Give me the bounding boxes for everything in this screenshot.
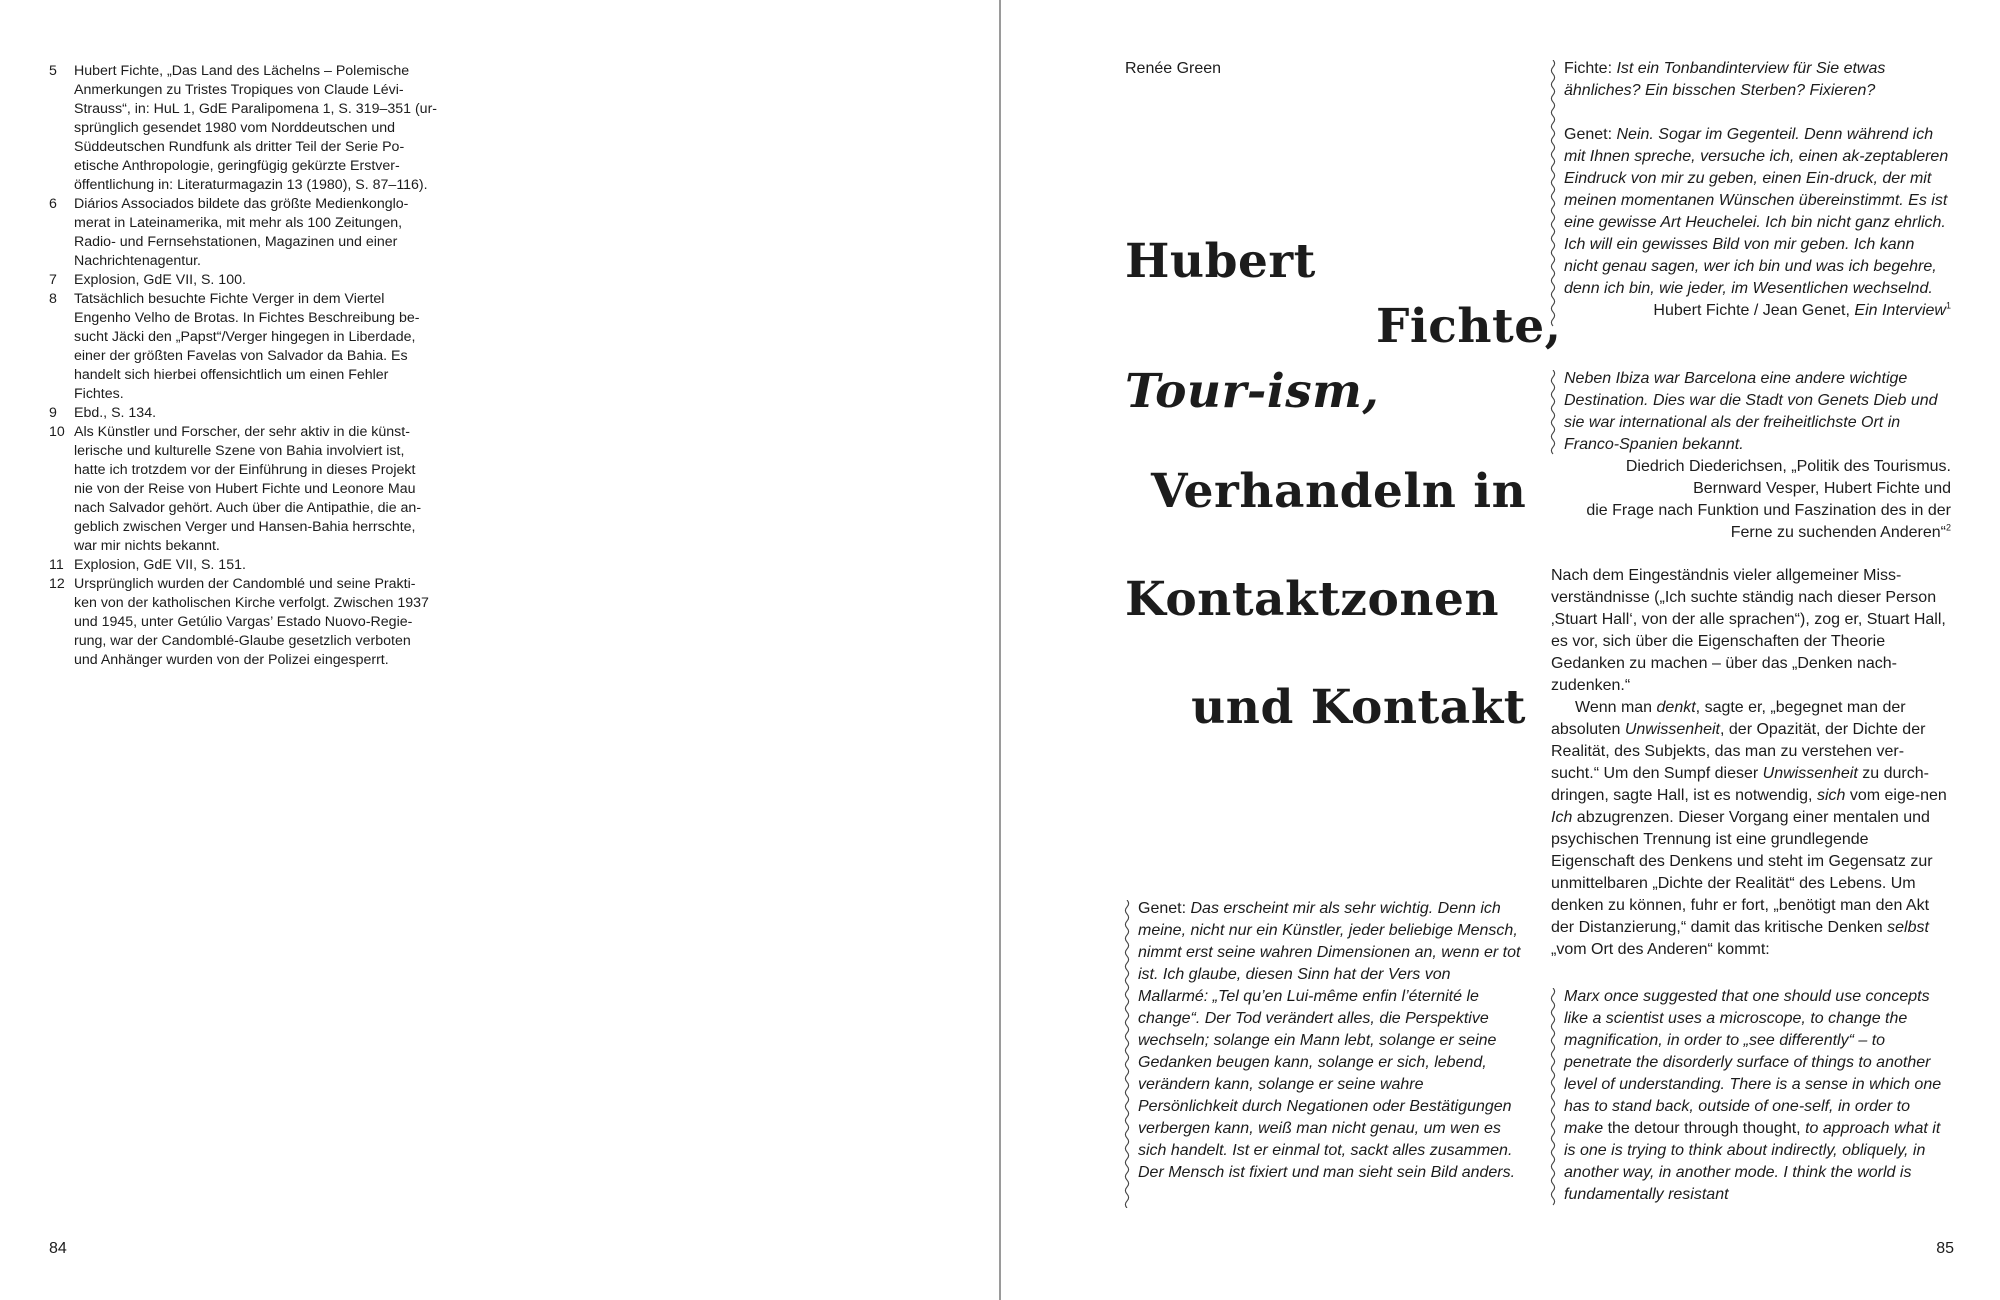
quote-text-fichte: Ist ein Tonbandinterview für Sie etwas ähnliches? Ein bisschen Sterben? Fixieren? [1564,60,1886,99]
title-line-4: Verhandeln in [1151,464,1527,519]
text-run-italic: selbst [1887,919,1929,936]
attribution-line: Diedrich Diederichsen, „Politik des Tourismus. [1625,458,1951,475]
attribution-authors: Hubert Fichte / Jean Genet, [1653,302,1855,319]
footnote-line: Tatsächlich besuchte Fichte Verger in dem Viertel [74,291,385,307]
footnote-line: nach Salvador gehört. Auch über die Antipathie, die an- [74,500,422,516]
footnote-line: ken von der katholischen Kirche verfolgt. Zwischen 1937 [74,595,429,611]
footnote-number: 11 [49,557,64,573]
footnote-line: Explosion, GdE VII, S. 151. [74,557,246,573]
footnotes [49,62,455,670]
footnote-line: merat in Lateinamerika, mit mehr als 100 Zeitungen, [74,215,403,231]
footnote-line: Engenho Velho de Brotas. In Fichtes Beschreibung be- [74,310,420,326]
attribution-title: Ein Interview [1854,302,1946,319]
footnote-number: 8 [49,291,57,307]
text-run: zu durch-dringen, sagte Hall, ist es notwendig, [1551,765,1929,804]
footnote-number: 6 [49,196,57,212]
footnote-10 [49,423,455,556]
right-page [1001,0,2000,1300]
text-run: the detour through thought, [1607,1120,1801,1137]
text-run: Wenn man [1575,699,1657,716]
footnote-line: öffentlichung in: Literaturmagazin 13 (1980), S. 87–116). [74,177,428,193]
footnote-line: Anmerkungen zu Tristes Tropiques von Claude Lévi- [74,82,404,98]
block-quote-genet [1125,898,1525,1184]
footnote-9 [49,404,455,423]
quote-rule-squiggle [1549,988,1557,1208]
quote-rule-squiggle [1123,900,1131,1208]
left-page [0,0,999,1300]
footnote-line: geblich zwischen Verger und Hansen-Bahia herrschte, [74,519,416,535]
footnote-line: sprünglich gesendet 1980 vom Norddeutschen und [74,120,396,136]
epigraph-diederichsen [1551,368,1951,544]
quote-rule-squiggle [1549,370,1557,458]
quote-block-2 [1551,368,1951,544]
footnote-marker-1: 1 [1945,300,1951,311]
footnote-line: etische Anthropologie, geringfügig gekürzte Erstver- [74,158,400,174]
quote-text-genet-2: Das erscheint mir als sehr wichtig. Denn ich meine, nicht nur ein Künstler, jeder beliebige Mensch, nimmt erst seine wahren Dimensionen an, wenn er tot ist. Ich glaube, diesen Sinn hat der Vers von Mallarmé: „Tel qu’en Lui-même enfin l’éternité le change“. Der Tod verändert alles, die Perspektive wechseln; solange ein Mann lebt, solange er seine Gedanken beugen kann, solange er sich, lebend, verändern kann, solange er seine wahre Persönlichkeit durch Negationen oder Bestätigungen verbergen kann, weiß man nicht genau, um wen es sich handelt. Ist er einmal tot, sackt alles zusammen. Der Mensch ist fixiert und man sieht sein Bild anders. [1138,900,1521,1181]
footnote-line: Süddeutschen Rundfunk als dritter Teil der Serie Po- [74,139,405,155]
footnote-line: Radio- und Fernsehstationen, Magazinen und einer [74,234,398,250]
footnote-line: Strauss“, in: HuL 1, GdE Paralipomena 1, S. 319–351 (ur- [74,101,438,117]
footnote-line: Hubert Fichte, „Das Land des Lächelns – Polemische [74,63,410,79]
author-name: Renée Green [1125,60,1222,77]
attribution-line: Ferne zu suchenden Anderen“ [1730,524,1946,541]
footnote-number: 7 [49,272,57,288]
footnote-5 [49,62,455,195]
title-line-2: Fichte, [1376,299,1562,354]
quote-text-diederichsen: Neben Ibiza war Barcelona eine andere wichtige Destination. Dies war die Stadt von Genets Dieb und sie war international als der freiheitlichste Ort in Franco-Spanien bekannt. [1564,370,1938,453]
footnote-line: war mir nichts bekannt. [74,538,220,554]
text-run-italic: to approach what it is one is trying to think about indirectly, obliquely, in another way, in another mode. I think the world is fundamentally resistant [1564,1120,1941,1203]
title-line-3: Tour-ism, [1125,364,1380,419]
footnote-number: 12 [49,576,65,592]
text-run: vom eige-nen [1845,787,1947,804]
footnote-line: Als Künstler und Forscher, der sehr aktiv in die künst- [74,424,410,440]
block-quote-hall [1551,986,1951,1206]
footnote-line: und 1945, unter Getúlio Vargas’ Estado Nuovo-Regie- [74,614,413,630]
page-number-left: 84 [49,1240,67,1257]
speaker-fichte: Fichte: [1564,60,1613,77]
text-run-italic: Unwissenheit [1762,765,1858,782]
footnote-line: Fichtes. [74,386,124,402]
quote-text-genet: Nein. Sogar im Gegenteil. Denn während ich mit Ihnen spreche, versuche ich, einen ak-zeptableren Eindruck von mir zu geben, einen Ein-druck, der mit meinen momentanen Wünschen übereinstimmt. Es ist eine gewisse Art Heuchelei. Ich bin nicht ganz ehrlich. Ich will ein gewisses Bild von mir geben. Ich kann nicht genau sagen, wer ich bin und was ich begehre, denn ich bin, wie jeder, im Wesentlichen wechselnd. [1564,126,1949,297]
quote-attribution-2 [1564,456,1951,544]
footnote-number: 5 [49,63,57,79]
speaker-genet: Genet: [1564,126,1613,143]
body-paragraph-1: Nach dem Eingeständnis vieler allgemeiner Miss-verständnisse („Ich suchte ständig nach dieser Person ‚Stuart Hall‘, von der alle sprachen“), zog er, Stuart Hall, es vor, sich über die Eigenschaften der Theorie Gedanken zu machen – über das „Denken nach-zudenken.“ [1551,567,1946,694]
speaker-genet: Genet: [1138,900,1187,917]
footnote-11 [49,556,455,575]
footnote-line: lerische und kulturelle Szene von Bahia involviert ist, [74,443,405,459]
footnote-line: Diários Associados bildete das größte Medienkonglo- [74,196,409,212]
epigraph-interview [1551,58,1951,322]
body-text [1551,565,1950,961]
body-paragraph-2 [1551,697,1950,961]
footnote-number: 10 [49,424,65,440]
text-run: , der Opazität, der Dichte der Realität, des Subjekts, das man zu verstehen ver-sucht.“ Um den Sumpf dieser [1551,721,1926,782]
footnote-line: Explosion, GdE VII, S. 100. [74,272,246,288]
footnote-line: Ursprünglich wurden der Candomblé und seine Prakti- [74,576,416,592]
page-number-right: 85 [1936,1240,1954,1257]
text-run-italic: Unwissenheit [1624,721,1720,738]
text-run: , sagte er, „begegnet man der absoluten [1551,699,1906,738]
quote-block-3 [1551,986,1951,1206]
title-line-6: und Kontakt [1191,680,1526,735]
quote-block-4 [1125,898,1525,1184]
footnote-marker-2: 2 [1945,522,1951,533]
footnote-line: hatte ich trotzdem vor der Einführung in dieses Projekt [74,462,416,478]
text-run-italic: Marx once suggested that one should use concepts like a scientist uses a microscope, to change the magnification, in order to „see differently“ – to penetrate the disorderly surface of things to another level of understanding. There is a sense in which one has to stand back, outside of one-self, in order to make [1564,988,1942,1137]
footnote-number: 9 [49,405,57,421]
footnote-line: Nachrichtenagentur. [74,253,201,269]
title-line-5: Kontaktzonen [1125,572,1500,627]
text-run-italic: denkt [1656,699,1696,716]
quote-rule-squiggle [1549,60,1557,328]
text-run-italic: sich [1816,787,1846,804]
footnote-line: handelt sich hierbei offensichtlich um einen Fehler [74,367,389,383]
footnote-line: sucht Jäcki den „Papst“/Verger hingegen in Liberdade, [74,329,416,345]
footnote-line: Ebd., S. 134. [74,405,157,421]
footnote-6 [49,195,455,271]
text-run-italic: Ich [1551,809,1573,826]
title-line-1: Hubert [1125,234,1316,289]
quote-block-1 [1551,58,1951,322]
footnote-7 [49,271,455,290]
footnote-12 [49,575,455,670]
footnote-line: nie von der Reise von Hubert Fichte und Leonore Mau [74,481,416,497]
attribution-line: die Frage nach Funktion und Faszination des in der [1586,502,1951,519]
text-run: „vom Ort des Anderen“ kommt: [1551,941,1770,958]
footnote-8 [49,290,455,404]
footnote-line: rung, war der Candomblé-Glaube gesetzlich verboten [74,633,411,649]
attribution-line: Bernward Vesper, Hubert Fichte und [1693,480,1951,497]
footnote-line: und Anhänger wurden von der Polizei eingesperrt. [74,652,389,668]
footnote-line: einer der größten Favelas von Salvador da Bahia. Es [74,348,408,364]
quote-attribution-1 [1564,300,1951,322]
text-run: abzugrenzen. Dieser Vorgang einer mentalen und psychischen Trennung ist eine grundlegende Eigenschaft des Denkens und steht im Gegensatz zur unmittelbaren „Dichte der Realität“ des Lebens. Um denken zu können, fuhr er fort, „benötigt man den Akt der Distanzierung,“ damit das kritische Denken [1551,809,1933,936]
